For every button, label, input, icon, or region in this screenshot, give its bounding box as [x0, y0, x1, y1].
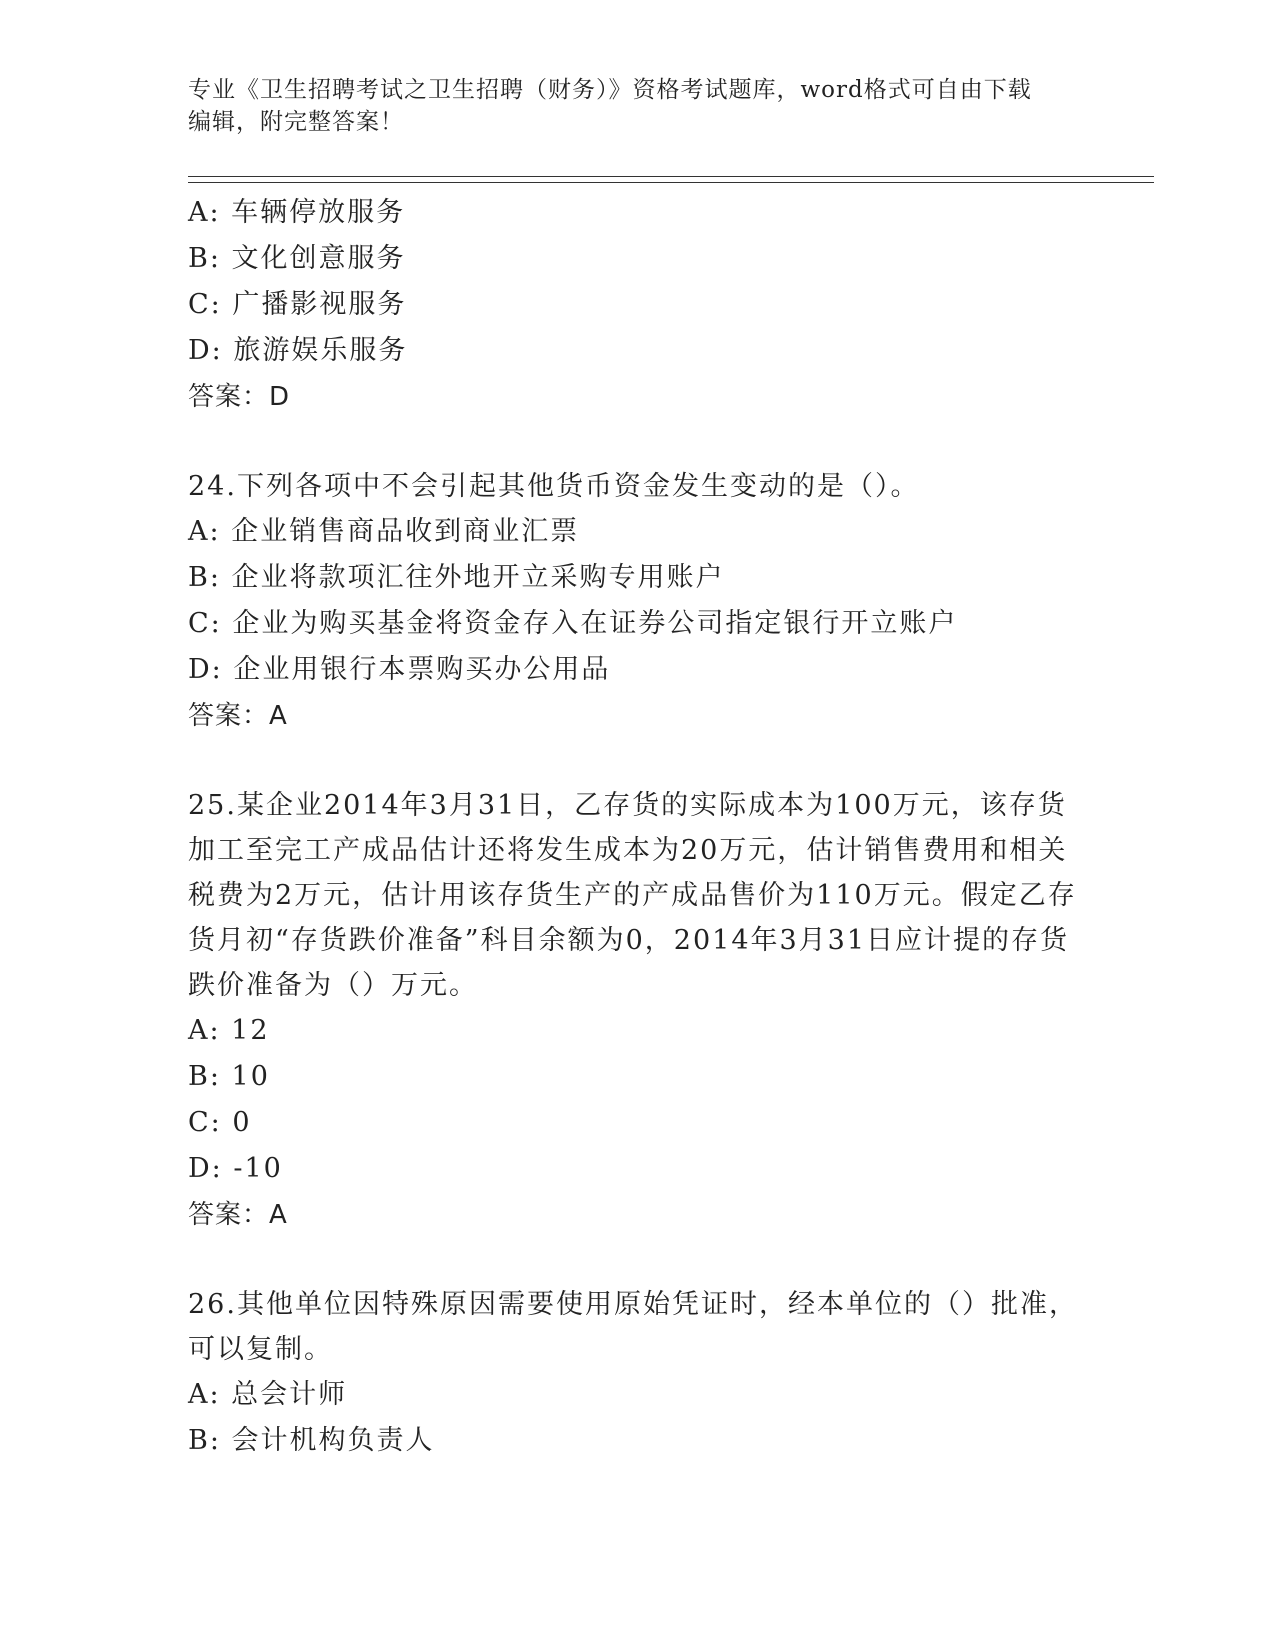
question-list [188, 190, 1088, 1464]
question-stem: 26.其他单位因特殊原因需要使用原始凭证时，经本单位的（）批准，可以复制。 [188, 1289, 1078, 1365]
answer: 答案：A [188, 701, 288, 731]
header-divider-top [188, 176, 1154, 177]
document-header [188, 74, 1068, 138]
question-25 [188, 783, 1088, 1238]
answer: 答案：D [188, 382, 291, 412]
answer: 答案：A [188, 1200, 288, 1230]
option-c: C: 0 [188, 1107, 252, 1138]
option-b: B: 10 [188, 1061, 270, 1092]
option-a: A: 车辆停放服务 [188, 197, 406, 228]
header-line-1: 专业《卫生招聘考试之卫生招聘（财务）》资格考试题库，word格式可自由下载 [188, 77, 1032, 103]
question-26 [188, 1282, 1088, 1464]
spacer [188, 1238, 1088, 1282]
header-line-2: 编辑，附完整答案！ [188, 109, 404, 135]
header-divider-bottom [188, 182, 1154, 183]
option-b: B: 文化创意服务 [188, 243, 406, 274]
option-b: B: 会计机构负责人 [188, 1425, 435, 1456]
option-c: C: 广播影视服务 [188, 289, 407, 320]
option-a: A: 企业销售商品收到商业汇票 [188, 516, 580, 547]
option-c: C: 企业为购买基金将资金存入在证券公司指定银行开立账户 [188, 608, 958, 639]
spacer [188, 420, 1088, 464]
spacer [188, 739, 1088, 783]
option-d: D: -10 [188, 1153, 283, 1184]
option-a: A: 总会计师 [188, 1379, 348, 1410]
option-d: D: 企业用银行本票购买办公用品 [188, 654, 611, 685]
option-b: B: 企业将款项汇往外地开立采购专用账户 [188, 562, 725, 593]
option-a: A: 12 [188, 1015, 270, 1046]
question-24 [188, 464, 1088, 739]
question-stem: 25.某企业2014年3月31日，乙存货的实际成本为100万元，该存货加工至完工产成品估计还将发生成本为20万元，估计销售费用和相关税费为2万元，估计用该存货生产的产成品售价为110万元。假定乙存货月初“存货跌价准备”科目余额为0，2014年3月31日应计提的存货跌价准备为（）万元。 [188, 790, 1077, 1001]
question-23 [188, 190, 1088, 420]
option-d: D: 旅游娱乐服务 [188, 335, 408, 366]
question-stem: 24.下列各项中不会引起其他货币资金发生变动的是（）。 [188, 471, 920, 502]
